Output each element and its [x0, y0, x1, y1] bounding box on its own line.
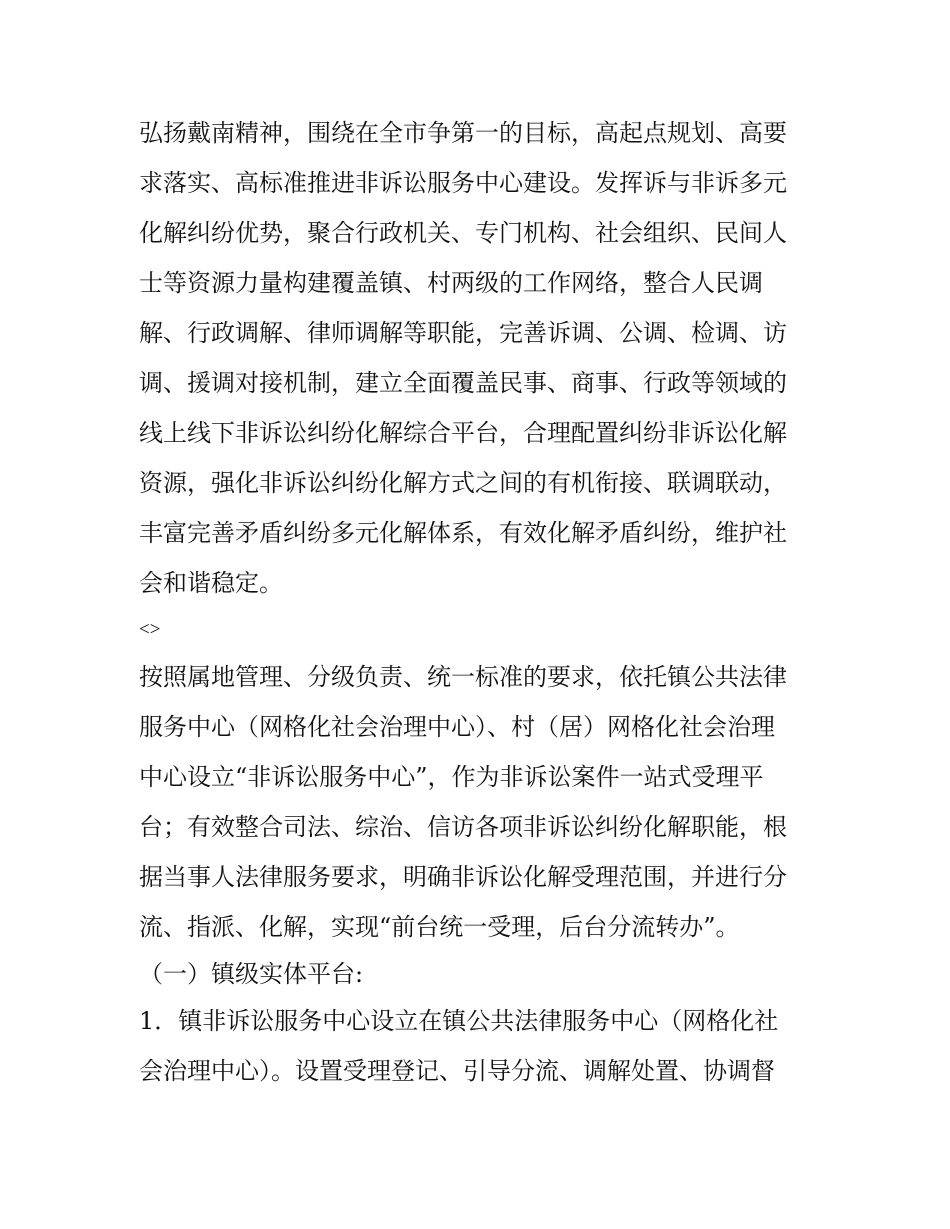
- paragraph-1: [139, 108, 819, 608]
- paragraph-line: 会和谐稳定。: [139, 569, 283, 597]
- placeholder-heading: <>: [139, 619, 161, 640]
- paragraph-line: 丰富完善矛盾纠纷多元化解体系，有效化解矛盾纠纷，维护社: [139, 519, 787, 547]
- paragraph-line: 中心设立“非诉讼服务中心”，作为非诉讼案件一站式受理平: [139, 763, 764, 791]
- paragraph-line: 弘扬戴南精神，围绕在全市争第一的目标，高起点规划、高要: [139, 119, 787, 147]
- paragraph-line: 1．镇非诉讼服务中心设立在镇公共法律服务中心（网格化社: [139, 1007, 779, 1035]
- paragraph-line: 调、援调对接机制，建立全面覆盖民事、商事、行政等领域的: [139, 369, 787, 397]
- paragraph-3: [139, 996, 819, 1096]
- paragraph-line: 化解纠纷优势，聚合行政机关、专门机构、社会组织、民间人: [139, 219, 787, 247]
- paragraph-line: 线上线下非诉讼纠纷化解综合平台，合理配置纠纷非诉讼化解: [139, 419, 787, 447]
- paragraph-line: 按照属地管理、分级负责、统一标准的要求，依托镇公共法律: [139, 663, 787, 691]
- paragraph-line: 服务中心（网格化社会治理中心）、村（居）网格化社会治理: [139, 713, 775, 741]
- paragraph-line: 据当事人法律服务要求，明确非诉讼化解受理范围，并进行分: [139, 863, 787, 891]
- paragraph-line: 求落实、高标准推进非诉讼服务中心建设。发挥诉与非诉多元: [139, 169, 787, 197]
- paragraph-line: 资源，强化非诉讼纠纷化解方式之间的有机衔接、联调联动，: [139, 469, 787, 497]
- document-body: [139, 108, 819, 1096]
- paragraph-line: 流、指派、化解，实现“前台统一受理，后台分流转办”。: [139, 913, 740, 941]
- paragraph-line: 会治理中心）。设置受理登记、引导分流、调解处置、协调督: [139, 1057, 775, 1085]
- paragraph-line: 解、行政调解、律师调解等职能，完善诉调、公调、检调、访: [139, 319, 787, 347]
- paragraph-2: [139, 652, 819, 952]
- paragraph-line: 士等资源力量构建覆盖镇、村两级的工作网络，整合人民调: [139, 269, 763, 297]
- paragraph-line: 台；有效整合司法、综治、信访各项非诉讼纠纷化解职能，根: [139, 813, 787, 841]
- section-heading: （一）镇级实体平台:: [139, 960, 364, 988]
